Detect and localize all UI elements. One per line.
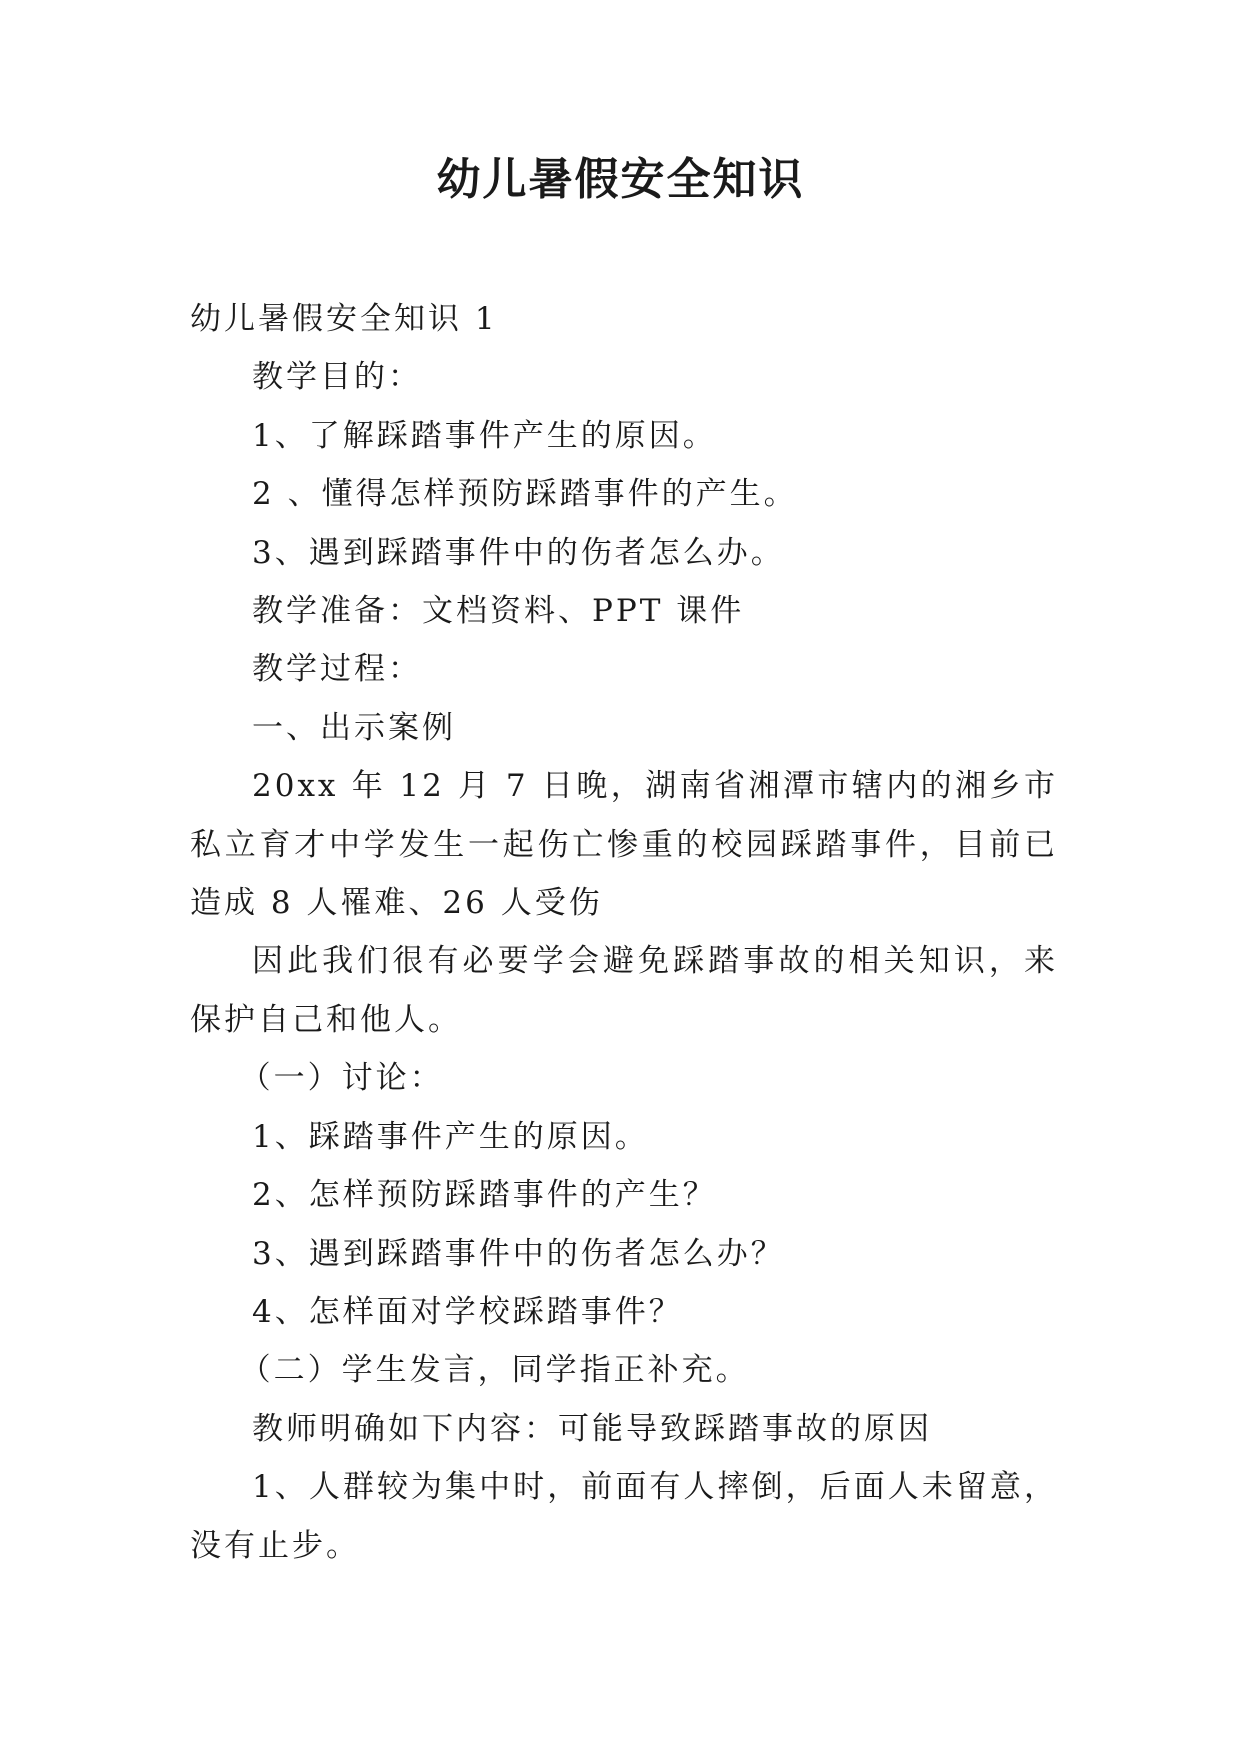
document-title: 幼儿暑假安全知识 (436, 154, 805, 205)
paragraph: 3、遇到踩踏事件中的伤者怎么办。 (252, 534, 785, 571)
paragraph: 1、人群较为集中时，前面有人摔倒，后面人未留意，没有止步。 (190, 1469, 1058, 1564)
paragraph: 教学准备：文档资料、PPT 课件 (252, 593, 745, 630)
paragraph: （二）学生发言，同学指正补充。 (239, 1352, 750, 1389)
paragraph: （一）讨论： (239, 1060, 444, 1097)
paragraph: 2、怎样预防踩踏事件的产生？ (252, 1177, 717, 1214)
paragraph: 3、遇到踩踏事件中的伤者怎么办？ (252, 1235, 785, 1272)
paragraph: 1、踩踏事件产生的原因。 (252, 1118, 649, 1155)
paragraph: 1、了解踩踏事件产生的原因。 (252, 417, 717, 454)
paragraph: 2 、懂得怎样预防踩踏事件的产生。 (252, 476, 798, 513)
paragraph: 教师明确如下内容：可能导致踩踏事故的原因 (252, 1410, 932, 1447)
paragraph: 因此我们很有必要学会避免踩踏事故的相关知识，来保护自己和他人。 (190, 943, 1058, 1038)
paragraph: 20xx 年 12 月 7 日晚，湖南省湘潭市辖内的湘乡市私立育才中学发生一起伤亡惨重的校园踩踏事件，目前已造成 8 人罹难、26 人受伤 (190, 768, 1058, 922)
paragraph: 一、出示案例 (252, 709, 456, 746)
paragraph: 4、怎样面对学校踩踏事件？ (252, 1293, 683, 1330)
paragraph: 教学过程： (252, 651, 422, 688)
document-body (190, 290, 1058, 1575)
section-heading: 幼儿暑假安全知识 1 (190, 301, 498, 337)
paragraph: 教学目的： (252, 359, 422, 396)
